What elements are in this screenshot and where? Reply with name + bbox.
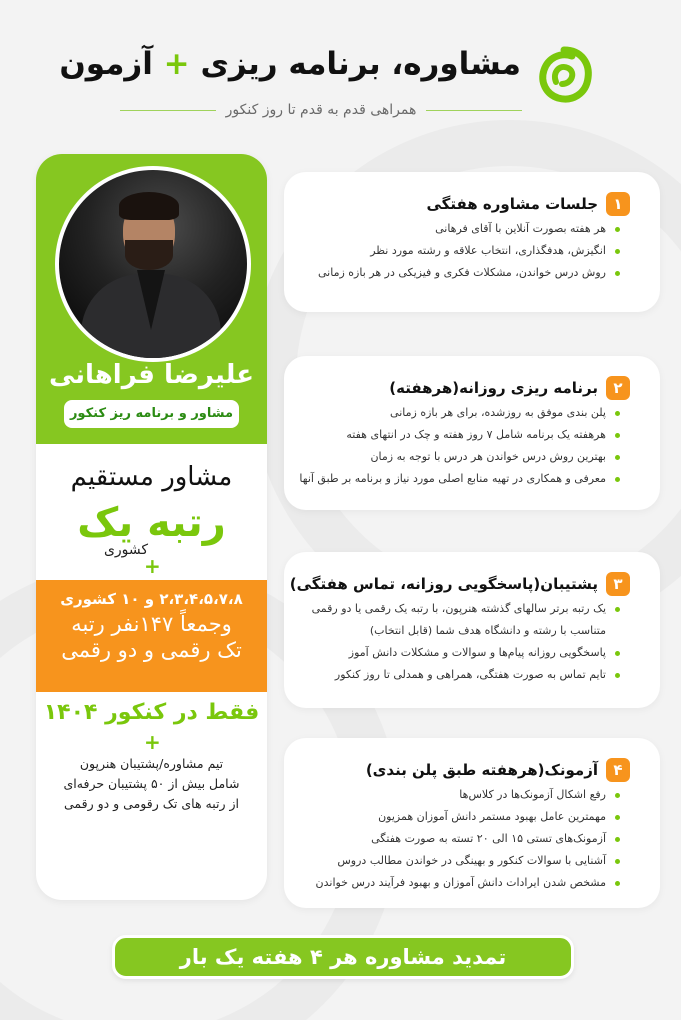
direct-advisor-label: مشاور مستقیم bbox=[70, 462, 233, 492]
list-item: بهترین روش درس خواندن هر درس با توجه به زمان bbox=[299, 446, 620, 468]
section-title: آزمونک(هرهفته طبق پلن بندی) bbox=[365, 761, 598, 779]
list-item: انگیزش، هدفگذاری، انتخاب علاقه و رشته مورد نظر bbox=[318, 240, 620, 262]
list-item: آزمونک‌های تستی ۱۵ الی ۲۰ تسته به صورت هفتگی bbox=[316, 828, 620, 850]
list-item: روش درس خواندن، مشکلات فکری و فیزیکی در هر بازه زمانی bbox=[318, 262, 620, 284]
list-item: پاسخگویی روزانه پیام‌ها و سوالات و مشکلات دانش آموز bbox=[312, 642, 620, 664]
list-item: مشخص شدن ایرادات دانش آموزان و بهبود فرآیند درس خواندن bbox=[316, 872, 620, 894]
renewal-banner: تمدید مشاوره هر ۴ هفته یک بار bbox=[112, 935, 574, 979]
title-plus: + bbox=[163, 46, 190, 82]
list-item: مهمترین عامل بهبود مستمر دانش آموزان همزیون bbox=[316, 806, 620, 828]
team-line: از رتبه های تک رقومی و دو رقمی bbox=[63, 796, 240, 811]
section-header bbox=[426, 192, 630, 216]
only-konkur-label: فقط در کنکور ۱۴۰۴ bbox=[43, 700, 260, 725]
list-item-continuation: متناسب با رشته و دانشگاه هدف شما (قابل انتخاب) bbox=[369, 624, 606, 637]
total-ranks-line: وجمعاً ۱۴۷نفر رتبه bbox=[71, 612, 232, 636]
avatar-beard bbox=[125, 240, 173, 270]
plus-sign: + bbox=[144, 730, 161, 754]
section-title: برنامه ریزی روزانه(هرهفته) bbox=[389, 379, 598, 397]
section-daily-planning bbox=[284, 356, 660, 510]
profile-card bbox=[36, 154, 267, 900]
section-header bbox=[366, 758, 630, 782]
section-list bbox=[318, 218, 620, 284]
subtitle-divider bbox=[426, 110, 522, 111]
list-item: تایم تماس به صورت هفتگی، همراهی و همدلی تا روز کنکور bbox=[312, 664, 620, 686]
section-list bbox=[312, 598, 620, 686]
avatar bbox=[55, 166, 251, 362]
team-line: تیم مشاوره/پشتیبان هنرپون bbox=[79, 756, 224, 771]
profile-name: علیرضا فراهانی bbox=[48, 360, 255, 390]
list-item: آشنایی با سوالات کنکور و بهینگی در خواندن مطالب دروس bbox=[316, 850, 620, 872]
section-title: جلسات مشاوره هفتگی bbox=[426, 195, 598, 213]
avatar-photo bbox=[59, 170, 247, 358]
team-line: شامل بیش از ۵۰ پشتیبان حرفه‌ای bbox=[63, 776, 240, 791]
section-support bbox=[284, 552, 660, 708]
header bbox=[0, 36, 681, 126]
ranks-line: ۲،۳،۴،۵،۷،۸ و ۱۰ کشوری bbox=[60, 590, 243, 608]
avatar-hair bbox=[119, 192, 179, 220]
section-title: پشتیبان(پاسخگویی روزانه، تماس هفتگی) bbox=[289, 575, 598, 593]
profile-role-badge: مشاور و برنامه ریز کنکور bbox=[64, 400, 239, 428]
brand-logo-icon bbox=[532, 42, 596, 106]
section-list bbox=[316, 784, 620, 894]
subtitle-row bbox=[120, 98, 522, 122]
list-item: هرهفته یک برنامه شامل ۷ روز هفته و چک در انتهای هفته bbox=[299, 424, 620, 446]
section-number-badge: ۱ bbox=[606, 192, 630, 216]
subtitle-divider bbox=[120, 110, 216, 111]
national-label: کشوری bbox=[103, 542, 149, 558]
team-description bbox=[46, 754, 257, 814]
subtitle: همراهی قدم به قدم تا روز کنکور bbox=[225, 102, 417, 118]
list-item: پلن بندی موفق به روزشده، برای هر بازه زمانی bbox=[299, 402, 620, 424]
digits-line: تک رقمی و دو رقمی bbox=[61, 638, 242, 662]
list-item: هر هفته بصورت آنلاین با آقای فرهانی bbox=[318, 218, 620, 240]
title-main: مشاوره، برنامه ریزی bbox=[200, 46, 521, 82]
section-number-badge: ۳ bbox=[606, 572, 630, 596]
section-number-badge: ۲ bbox=[606, 376, 630, 400]
section-list bbox=[299, 402, 620, 490]
list-item: یک رتبه برتر سالهای گذشته هنرپون، با رتبه یک رقمی یا دو رقمی bbox=[312, 598, 620, 620]
plus-sign: + bbox=[144, 554, 161, 578]
title-end: آزمون bbox=[59, 46, 153, 82]
section-quizzes bbox=[284, 738, 660, 908]
page-title bbox=[59, 46, 521, 82]
section-header bbox=[290, 572, 630, 596]
section-number-badge: ۴ bbox=[606, 758, 630, 782]
ranks-highlight bbox=[36, 580, 267, 692]
rank-one-label: رتبه یک bbox=[77, 500, 226, 546]
section-weekly-sessions bbox=[284, 172, 660, 312]
section-header bbox=[389, 376, 630, 400]
list-item: معرفی و همکاری در تهیه منابع اصلی مورد نیاز و برنامه بر طبق آنها bbox=[299, 468, 620, 490]
list-item: رفع اشکال آزمونک‌ها در کلاس‌ها bbox=[316, 784, 620, 806]
